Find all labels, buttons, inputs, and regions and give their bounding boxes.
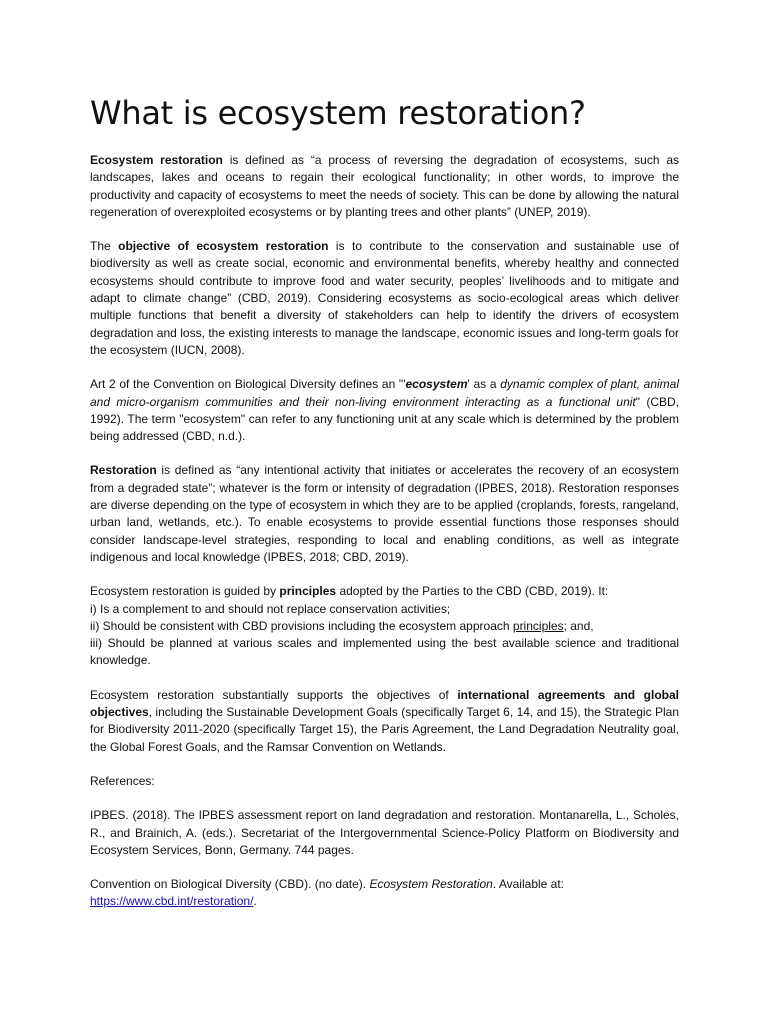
principle-item-2-lead: ii) Should be consistent with CBD provisions including the ecosystem approach xyxy=(90,618,513,633)
term-international-agreements: international agreements and global objectives xyxy=(90,687,680,720)
agreements-lead: Ecosystem restoration substantially supports the objectives of xyxy=(90,687,458,702)
restoration-text: is defined as “any intentional activity that initiates or accelerates the recovery of an ecosystem from a degraded state”; whatever is the form or intensity of degradation (IPBES, 2018). Restoration responses are diverse depending on the type of ecosystem in which they are to be applied (croplands, forests, rangeland, urban land, wetlands, etc.). To enable ecosystems to provide essential functions those responses should consider landscape-level strategies, responding to local and enabling conditions, as well as integrate indigenous and local knowledge (IPBES, 2018; CBD, 2019). xyxy=(90,463,679,564)
page-title: What is ecosystem restoration? xyxy=(90,94,586,132)
reference-cbd xyxy=(90,876,679,911)
objective-lead: The xyxy=(90,239,119,254)
ecosystem-definition-quote: dynamic complex of plant, animal and micro-organism communities and their non-living environment interacting as a functional unit xyxy=(90,377,679,409)
objective-text: is to contribute to the conservation and sustainable use of biodiversity as well as create social, economic and environmental benefits, whereby healthy and connected ecosystems should contribute to improve food and water security, peoples’ livelihoods and to mitigate and adapt to climate change” (CBD, 2019). Considering ecosystems as socio-ecological areas which deliver multiple functions that benefit a diversity of stakeholders can help to identify the drivers of ecosystem degradation and loss, the existing interests to manage the landscape, economic issues and long-term goals for the ecosystem (IUCN, 2008). xyxy=(90,239,679,357)
definition-paragraph xyxy=(90,152,679,221)
principles-link[interactable]: principles xyxy=(512,618,564,633)
reference-cbd-mid: . Available at: xyxy=(492,877,565,892)
principles-text: adopted by the Parties to the CBD (CBD, 2019). It: xyxy=(336,584,609,599)
agreements-text: , including the Sustainable Development Goals (specifically Target 6, 14, and 15), the Strategic Plan for Biodiversity 2011-2020 (specifically Target 15), the Paris Agreement, the Land Degradation Neutrality goal, the Global Forest Goals, and the Ramsar Convention on Wetlands. xyxy=(90,705,679,754)
objective-paragraph xyxy=(90,238,679,359)
principles-intro xyxy=(90,583,679,600)
reference-ipbes: IPBES. (2018). The IPBES assessment report on land degradation and restoration. Montanarella, L., Scholes, R., and Brainich, A. (eds.). Secretariat of the Intergovernmental Science-Policy Platform on Biodiversity and Ecosystem Services, Bonn, Germany. 744 pages. xyxy=(90,808,679,857)
principle-item-2 xyxy=(90,618,679,635)
convention-text: " (CBD, 1992). The term "ecosystem" can refer to any functioning unit at any scale which is determined by the problem being addressed (CBD, n.d.). xyxy=(90,394,679,444)
reference-cbd-lead: Convention on Biological Diversity (CBD). (no date). xyxy=(90,877,370,892)
convention-paragraph xyxy=(90,376,679,445)
definition-text: is defined as “a process of reversing the degradation of ecosystems, such as landscapes, lakes and oceans to regain their ecological functionality; in other words, to improve the productivity and capacity of ecosystems to meet the needs of society. This can be done by allowing the natural regeneration of overexploited ecosystems or by planting trees and other plants” (UNEP, 2019). xyxy=(90,153,679,219)
term-ecosystem: ecosystem xyxy=(405,377,468,392)
principles-lead: Ecosystem restoration is guided by xyxy=(90,584,280,599)
convention-mid: ' as a xyxy=(467,377,501,392)
term-ecosystem-restoration: Ecosystem restoration xyxy=(90,153,223,167)
cbd-restoration-link[interactable]: https://www.cbd.int/restoration/ xyxy=(90,894,254,909)
references-heading: References: xyxy=(90,773,155,788)
restoration-paragraph xyxy=(90,462,679,566)
convention-lead: Art 2 of the Convention on Biological Diversity defines an "' xyxy=(90,377,406,392)
reference-cbd-tail: . xyxy=(253,894,257,909)
principle-item-1: i) Is a complement to and should not replace conservation activities; xyxy=(90,601,451,616)
term-objective: objective of ecosystem restoration xyxy=(118,239,329,254)
reference-cbd-title: Ecosystem Restoration xyxy=(369,877,493,892)
principle-item-3: iii) Should be planned at various scales and implemented using the best available science and traditional knowledge. xyxy=(90,636,679,668)
principle-item-2-tail: ; and, xyxy=(563,618,594,633)
term-restoration: Restoration xyxy=(90,463,157,478)
term-principles: principles xyxy=(279,584,337,599)
agreements-paragraph xyxy=(90,687,679,756)
